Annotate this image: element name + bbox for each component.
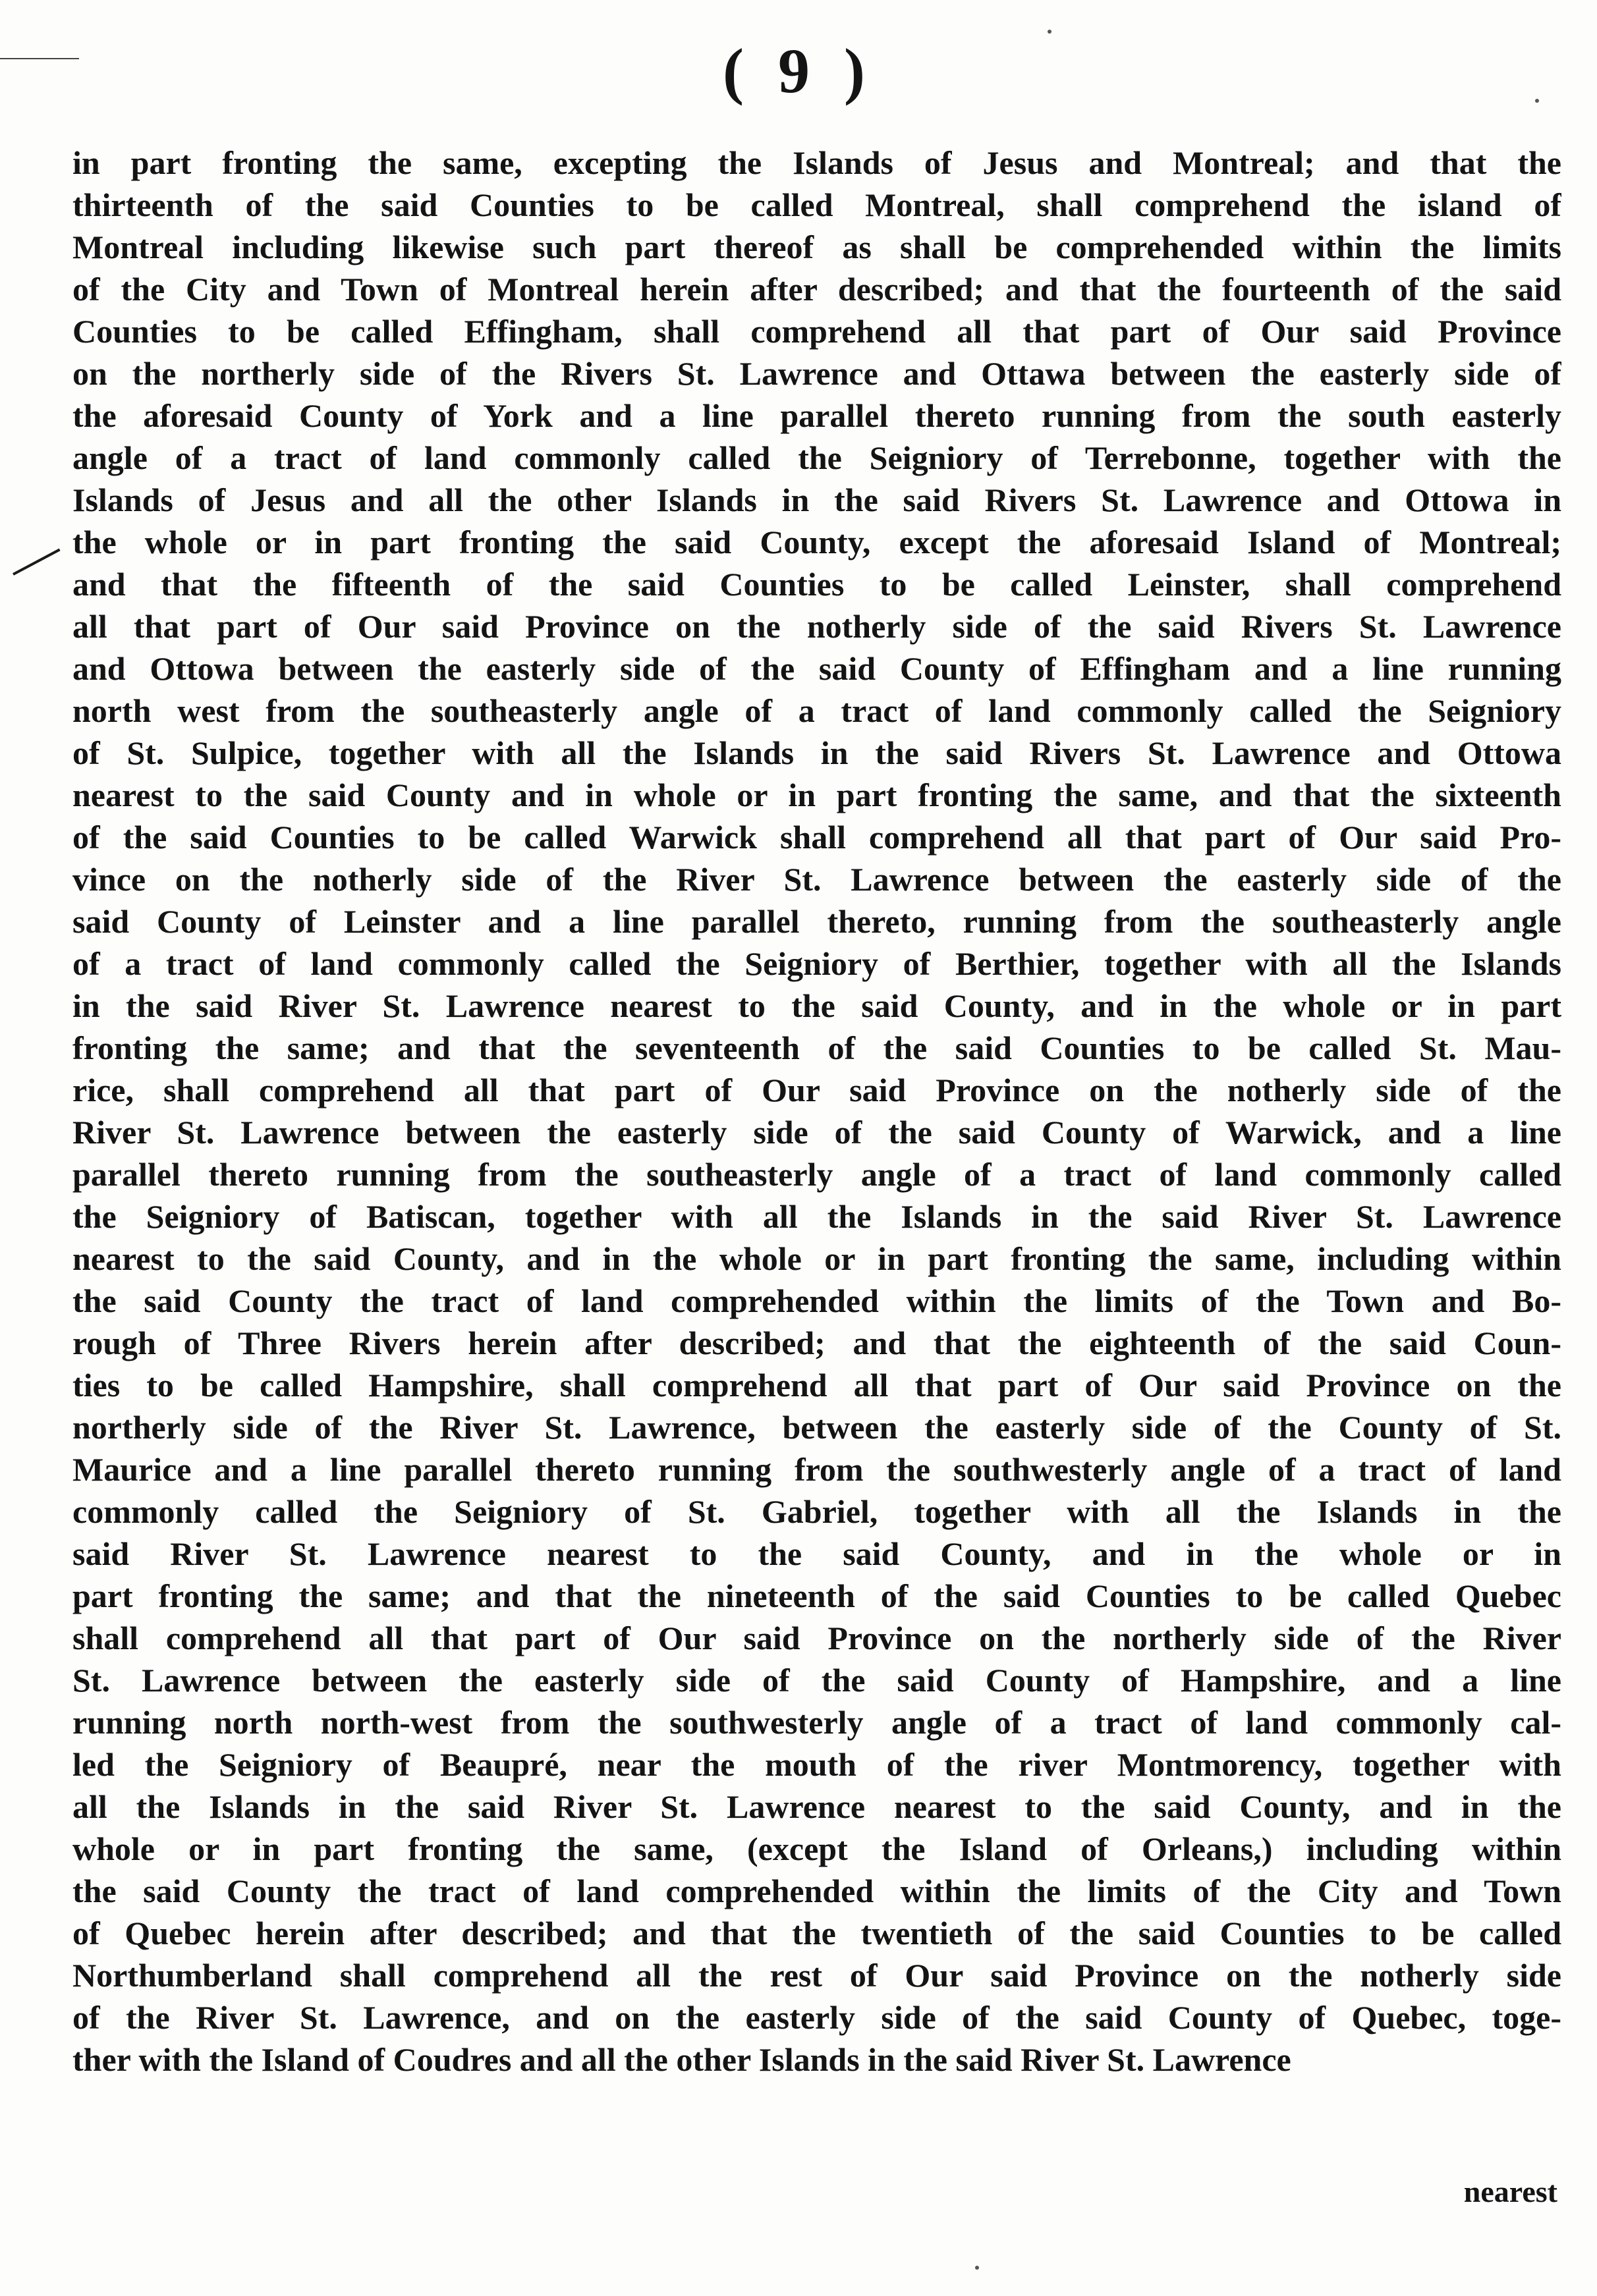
text-line: River St. Lawrence between the easterly side of the said County of Warwick, and a line [72, 1114, 1561, 1151]
text-line: of the said Counties to be called Warwick shall comprehend all that part of Our said Pro- [72, 819, 1561, 856]
text-line: angle of a tract of land commonly called the Seigniory of Terrebonne, together with the [72, 439, 1561, 476]
text-line: the said County the tract of land comprehended within the limits of the City and Town [72, 1872, 1561, 1909]
text-line: running north north-west from the southwesterly angle of a tract of land commonly cal- [72, 1704, 1561, 1741]
text-line: the said County the tract of land comprehended within the limits of the Town and Bo- [72, 1282, 1561, 1319]
text-line: ther with the Island of Coudres and all the other Islands in the said River St. Lawrence [72, 2041, 1291, 2078]
text-line: Northumberland shall comprehend all the rest of Our said Province on the notherly side [72, 1957, 1561, 1994]
text-line: rough of Three Rivers herein after described; and that the eighteenth of the said Coun- [72, 1325, 1561, 1361]
text-line: part fronting the same; and that the nineteenth of the said Counties to be called Quebec [72, 1577, 1561, 1614]
text-line: said River St. Lawrence nearest to the said County, and in the whole or in [72, 1535, 1561, 1572]
text-line: parallel thereto running from the southeasterly angle of a tract of land commonly called [72, 1156, 1561, 1193]
text-line: of the River St. Lawrence, and on the easterly side of the said County of Quebec, toge- [72, 1999, 1561, 2036]
text-line: in the said River St. Lawrence nearest to the said County, and in the whole or in part [72, 987, 1561, 1024]
catchword: nearest [1463, 2175, 1557, 2208]
text-line: shall comprehend all that part of Our said Province on the northerly side of the River [72, 1620, 1561, 1656]
text-line: vince on the notherly side of the River St. Lawrence between the easterly side of the [72, 861, 1561, 898]
text-line: thirteenth of the said Counties to be called Montreal, shall comprehend the island of [72, 186, 1561, 223]
text-line: the whole or in part fronting the said County, except the aforesaid Island of Montreal; [72, 524, 1561, 560]
text-line: and that the fifteenth of the said Counties to be called Leinster, shall comprehend [72, 566, 1561, 603]
ink-speck [975, 2266, 979, 2270]
margin-mark [13, 549, 61, 576]
text-line: fronting the same; and that the seventeenth of the said Counties to be called St. Mau- [72, 1029, 1561, 1066]
ink-speck [1048, 30, 1051, 34]
text-line: the aforesaid County of York and a line parallel thereto running from the south easterly [72, 397, 1561, 434]
text-line: commonly called the Seigniory of St. Gabriel, together with all the Islands in the [72, 1493, 1561, 1530]
page-number: ( 9 ) [723, 36, 874, 106]
text-line: all the Islands in the said River St. Lawrence nearest to the said County, and in the [72, 1788, 1561, 1825]
text-line: rice, shall comprehend all that part of Our said Province on the notherly side of the [72, 1072, 1561, 1108]
text-line: said County of Leinster and a line parallel thereto, running from the southeasterly angle [72, 903, 1561, 940]
text-line: northerly side of the River St. Lawrence, between the easterly side of the County of St. [72, 1409, 1561, 1446]
text-line: north west from the southeasterly angle of a tract of land commonly called the Seigniory [72, 692, 1561, 729]
text-line: Islands of Jesus and all the other Islands in the said Rivers St. Lawrence and Ottowa in [72, 481, 1561, 518]
text-line: of the City and Town of Montreal herein after described; and that the fourteenth of the said [72, 271, 1561, 308]
text-line: on the northerly side of the Rivers St. Lawrence and Ottawa between the easterly side of [72, 355, 1561, 392]
text-line: nearest to the said County, and in the whole or in part fronting the same, including within [72, 1240, 1561, 1277]
ink-speck [1535, 99, 1539, 103]
text-line: whole or in part fronting the same, (except the Island of Orleans,) including within [72, 1830, 1561, 1867]
text-line: St. Lawrence between the easterly side of the said County of Hampshire, and a line [72, 1662, 1561, 1699]
body-text [72, 142, 1561, 2081]
text-line: led the Seigniory of Beaupré, near the mouth of the river Montmorency, together with [72, 1746, 1561, 1783]
text-line: all that part of Our said Province on the notherly side of the said Rivers St. Lawrence [72, 608, 1561, 645]
text-line: ties to be called Hampshire, shall comprehend all that part of Our said Province on the [72, 1367, 1561, 1404]
text-line: nearest to the said County and in whole or in part fronting the same, and that the sixteenth [72, 777, 1561, 813]
text-line: of Quebec herein after described; and that the twentieth of the said Counties to be called [72, 1915, 1561, 1952]
text-line: in part fronting the same, excepting the Islands of Jesus and Montreal; and that the [72, 144, 1561, 181]
text-line: and Ottowa between the easterly side of the said County of Effingham and a line running [72, 650, 1561, 687]
text-line: the Seigniory of Batiscan, together with all the Islands in the said River St. Lawrence [72, 1198, 1561, 1235]
text-line: Maurice and a line parallel thereto running from the southwesterly angle of a tract of land [72, 1451, 1561, 1488]
text-line: Montreal including likewise such part thereof as shall be comprehended within the limits [72, 229, 1561, 265]
text-line: of St. Sulpice, together with all the Islands in the said Rivers St. Lawrence and Ottowa [72, 734, 1561, 771]
text-line: Counties to be called Effingham, shall comprehend all that part of Our said Province [72, 313, 1561, 350]
text-line: of a tract of land commonly called the Seigniory of Berthier, together with all the Islands [72, 945, 1561, 982]
